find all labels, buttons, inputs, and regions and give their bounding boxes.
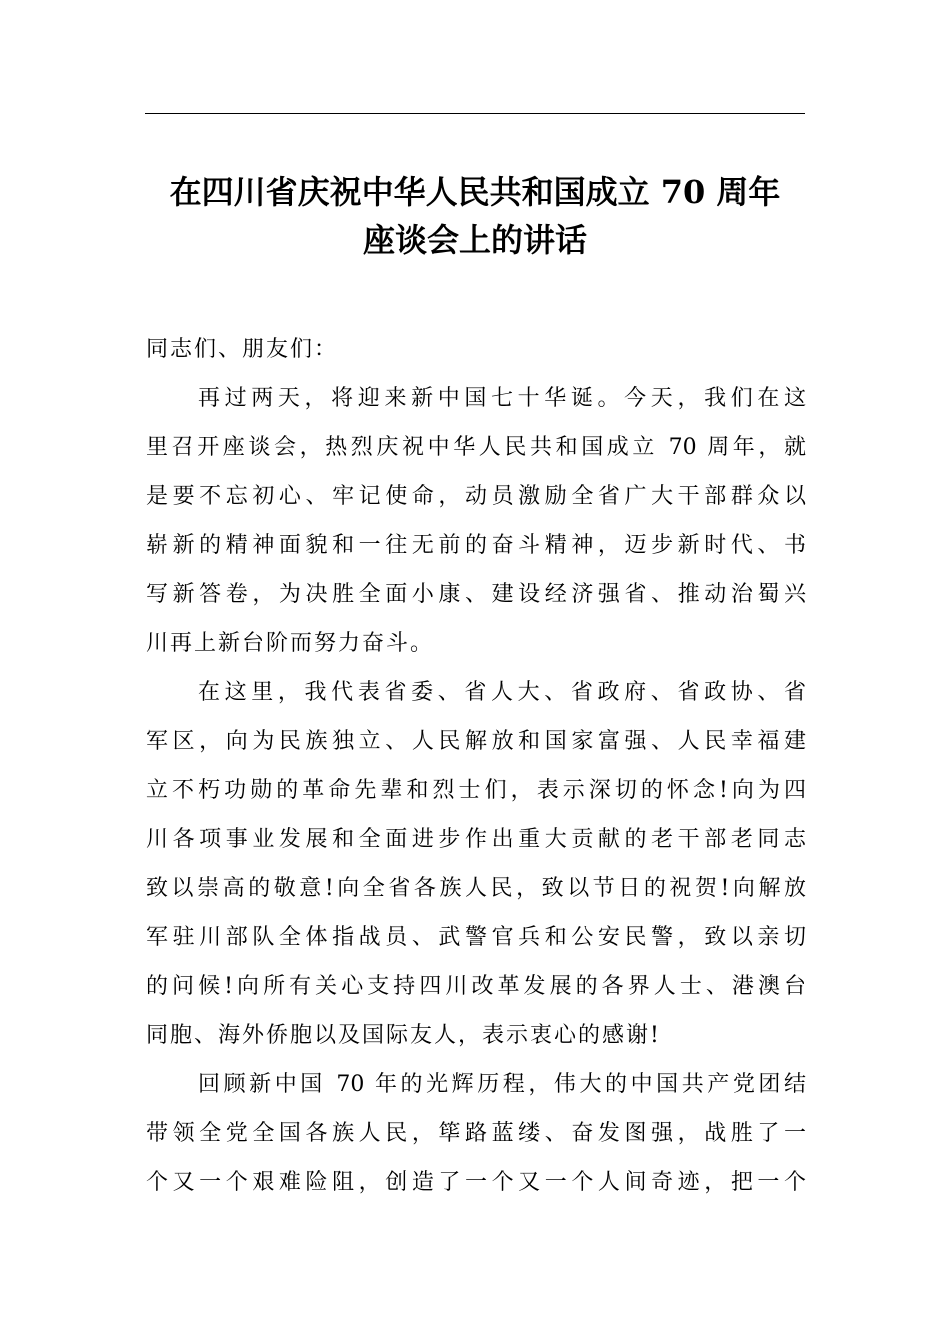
paragraph-line: 致以崇高的敬意!向全省各族人民，致以节日的祝贺!向解放	[146, 876, 806, 901]
paragraph-line: 是要不忘初心、牢记使命，动员激励全省广大干部群众以	[146, 484, 806, 509]
title-line: 在四川省庆祝中华人民共和国成立 70 周年	[169, 173, 781, 211]
paragraph-line: 川各项事业发展和全面进步作出重大贡献的老干部老同志	[146, 827, 806, 852]
salutation: 同志们、朋友们：	[146, 337, 339, 362]
title-line: 座谈会上的讲话	[362, 221, 587, 259]
paragraph-line: 军区，向为民族独立、人民解放和国家富强、人民幸福建	[146, 729, 806, 754]
paragraph-line: 崭新的精神面貌和一往无前的奋斗精神，迈步新时代、书	[146, 533, 806, 558]
paragraph-line: 立不朽功勋的革命先辈和烈士们，表示深切的怀念!向为四	[146, 778, 806, 803]
paragraph-line: 里召开座谈会，热烈庆祝中华人民共和国成立 70 周年，就	[146, 435, 806, 460]
paragraph-line: 写新答卷，为决胜全面小康、建设经济强省、推动治蜀兴	[146, 582, 806, 607]
paragraph	[146, 1060, 806, 1207]
paragraph-line: 同胞、海外侨胞以及国际友人，表示衷心的感谢!	[146, 1023, 661, 1048]
paragraph-line: 在这里，我代表省委、省人大、省政府、省政协、省	[198, 680, 806, 705]
paragraph-line: 军驻川部队全体指战员、武警官兵和公安民警，致以亲切	[146, 925, 806, 950]
paragraph-line: 带领全党全国各族人民，筚路蓝缕、奋发图强，战胜了一	[146, 1121, 806, 1146]
document-body	[146, 325, 806, 1207]
paragraph-line: 再过两天，将迎来新中国七十华诞。今天，我们在这	[198, 386, 806, 411]
paragraph	[146, 374, 806, 668]
document-title	[100, 168, 850, 264]
paragraph-line: 回顾新中国 70 年的光辉历程，伟大的中国共产党团结	[198, 1072, 806, 1097]
header-rule	[145, 113, 805, 114]
paragraph	[146, 668, 806, 1060]
paragraph-line: 的问候!向所有关心支持四川改革发展的各界人士、港澳台	[146, 974, 806, 999]
paragraph-line: 个又一个艰难险阻，创造了一个又一个人间奇迹，把一个	[146, 1170, 806, 1195]
paragraph-line: 川再上新台阶而努力奋斗。	[146, 631, 435, 656]
